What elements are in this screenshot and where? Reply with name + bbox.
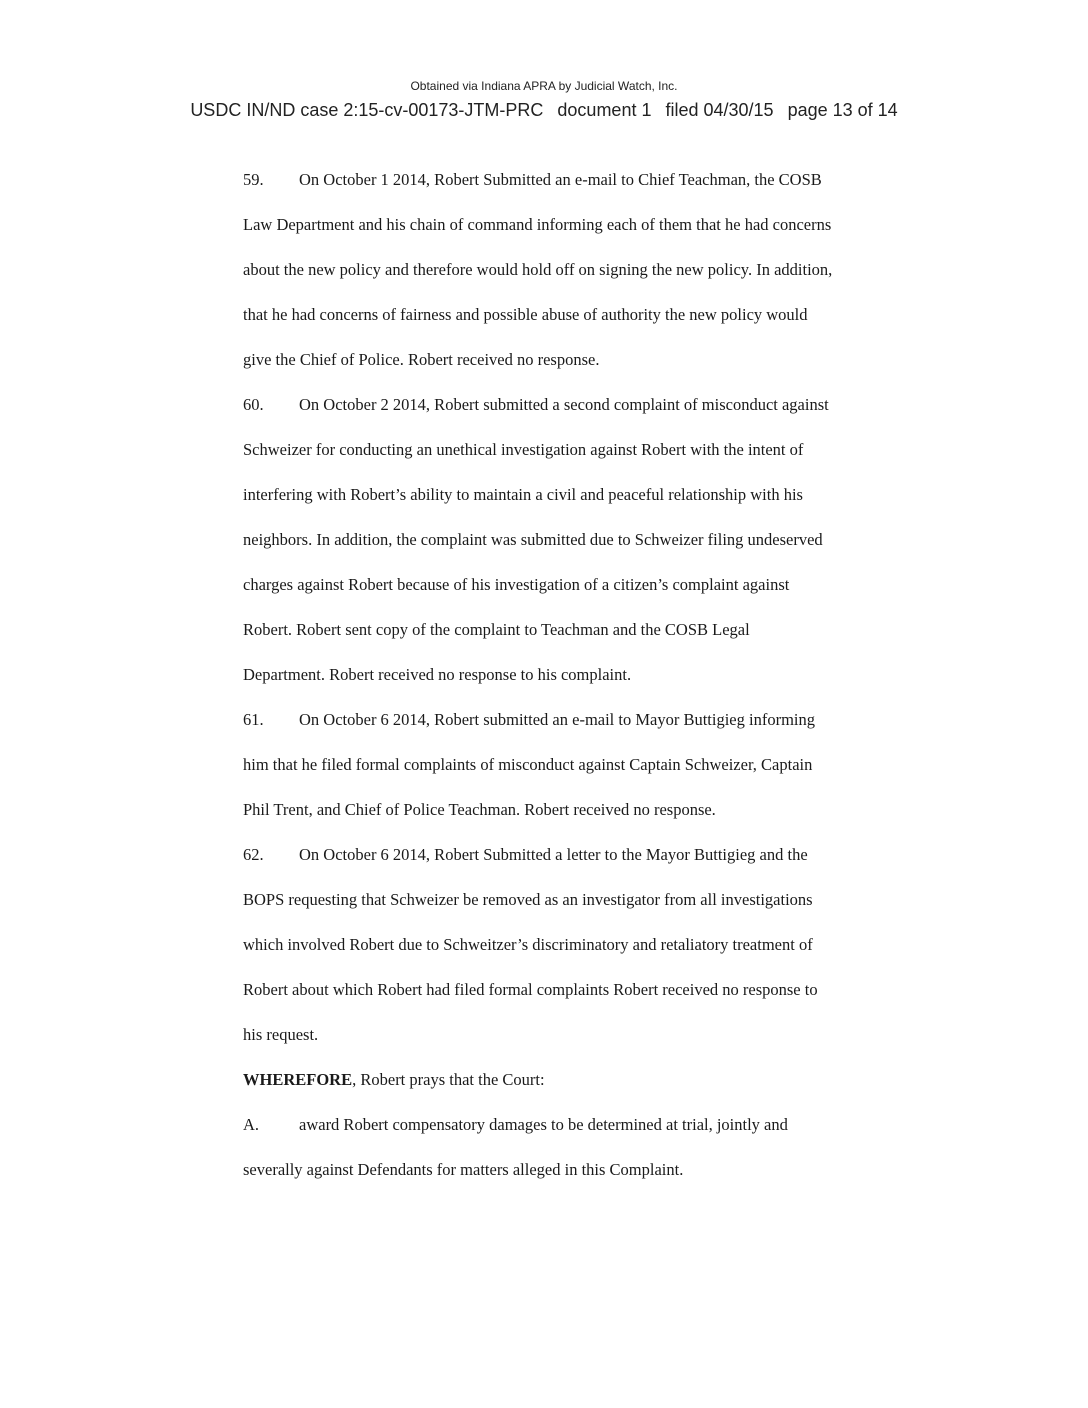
- prayer-line: severally against Defendants for matters alleged in this Complaint.: [243, 1160, 684, 1179]
- paragraph-line: Robert about which Robert had filed formal complaints Robert received no response to: [243, 980, 818, 999]
- paragraph-line: Law Department and his chain of command informing each of them that he had concerns: [243, 215, 832, 234]
- paragraph-62: [243, 843, 943, 1068]
- paragraph-line: give the Chief of Police. Robert received no response.: [243, 350, 600, 369]
- prayer-item-a: [243, 1113, 943, 1203]
- wherefore-heading: WHEREFORE: [243, 1070, 353, 1089]
- paragraph-line: about the new policy and therefore would hold off on signing the new policy. In addition,: [243, 260, 833, 279]
- paragraph-line: his request.: [243, 1025, 319, 1044]
- wherefore-clause: [243, 1068, 943, 1113]
- paragraph-line: On October 2 2014, Robert submitted a second complaint of misconduct against: [299, 395, 829, 414]
- paragraph-number: 60.: [243, 395, 264, 414]
- paragraph-number: 59.: [243, 170, 264, 189]
- prayer-line: award Robert compensatory damages to be determined at trial, jointly and: [299, 1115, 788, 1134]
- paragraph-line: On October 6 2014, Robert Submitted a letter to the Mayor Buttigieg and the: [299, 845, 808, 864]
- document-body: [243, 168, 943, 1203]
- wherefore-text: , Robert prays that the Court:: [352, 1070, 545, 1089]
- paragraph-line: him that he filed formal complaints of misconduct against Captain Schweizer, Captain: [243, 755, 813, 774]
- paragraph-number: 61.: [243, 710, 264, 729]
- case-number: USDC IN/ND case 2:15-cv-00173-JTM-PRC: [190, 100, 544, 120]
- filed-date: filed 04/30/15: [665, 100, 774, 120]
- paragraph-line: Department. Robert received no response to his complaint.: [243, 665, 632, 684]
- prayer-letter: A.: [243, 1115, 260, 1134]
- document-number: document 1: [557, 100, 652, 120]
- paragraph-line: that he had concerns of fairness and possible abuse of authority the new policy would: [243, 305, 808, 324]
- paragraph-line: On October 6 2014, Robert submitted an e-mail to Mayor Buttigieg informing: [299, 710, 815, 729]
- paragraph-number: 62.: [243, 845, 264, 864]
- paragraph-60: [243, 393, 943, 708]
- paragraph-line: Phil Trent, and Chief of Police Teachman. Robert received no response.: [243, 800, 716, 819]
- paragraph-59: [243, 168, 943, 393]
- page-number: page 13 of 14: [787, 100, 898, 120]
- paragraph-line: neighbors. In addition, the complaint was submitted due to Schweizer filing undeserved: [243, 530, 823, 549]
- paragraph-line: interfering with Robert’s ability to maintain a civil and peaceful relationship with his: [243, 485, 803, 504]
- paragraph-line: Schweizer for conducting an unethical investigation against Robert with the intent of: [243, 440, 804, 459]
- paragraph-line: charges against Robert because of his investigation of a citizen’s complaint against: [243, 575, 790, 594]
- watermark: Obtained via Indiana APRA by Judicial Watch, Inc.: [410, 79, 678, 93]
- paragraph-line: which involved Robert due to Schweitzer’s discriminatory and retaliatory treatment of: [243, 935, 813, 954]
- paragraph-line: On October 1 2014, Robert Submitted an e-mail to Chief Teachman, the COSB: [299, 170, 822, 189]
- paragraph-61: [243, 708, 943, 843]
- case-header: [0, 100, 1088, 121]
- paragraph-line: BOPS requesting that Schweizer be removed as an investigator from all investigations: [243, 890, 813, 909]
- paragraph-line: Robert. Robert sent copy of the complaint to Teachman and the COSB Legal: [243, 620, 750, 639]
